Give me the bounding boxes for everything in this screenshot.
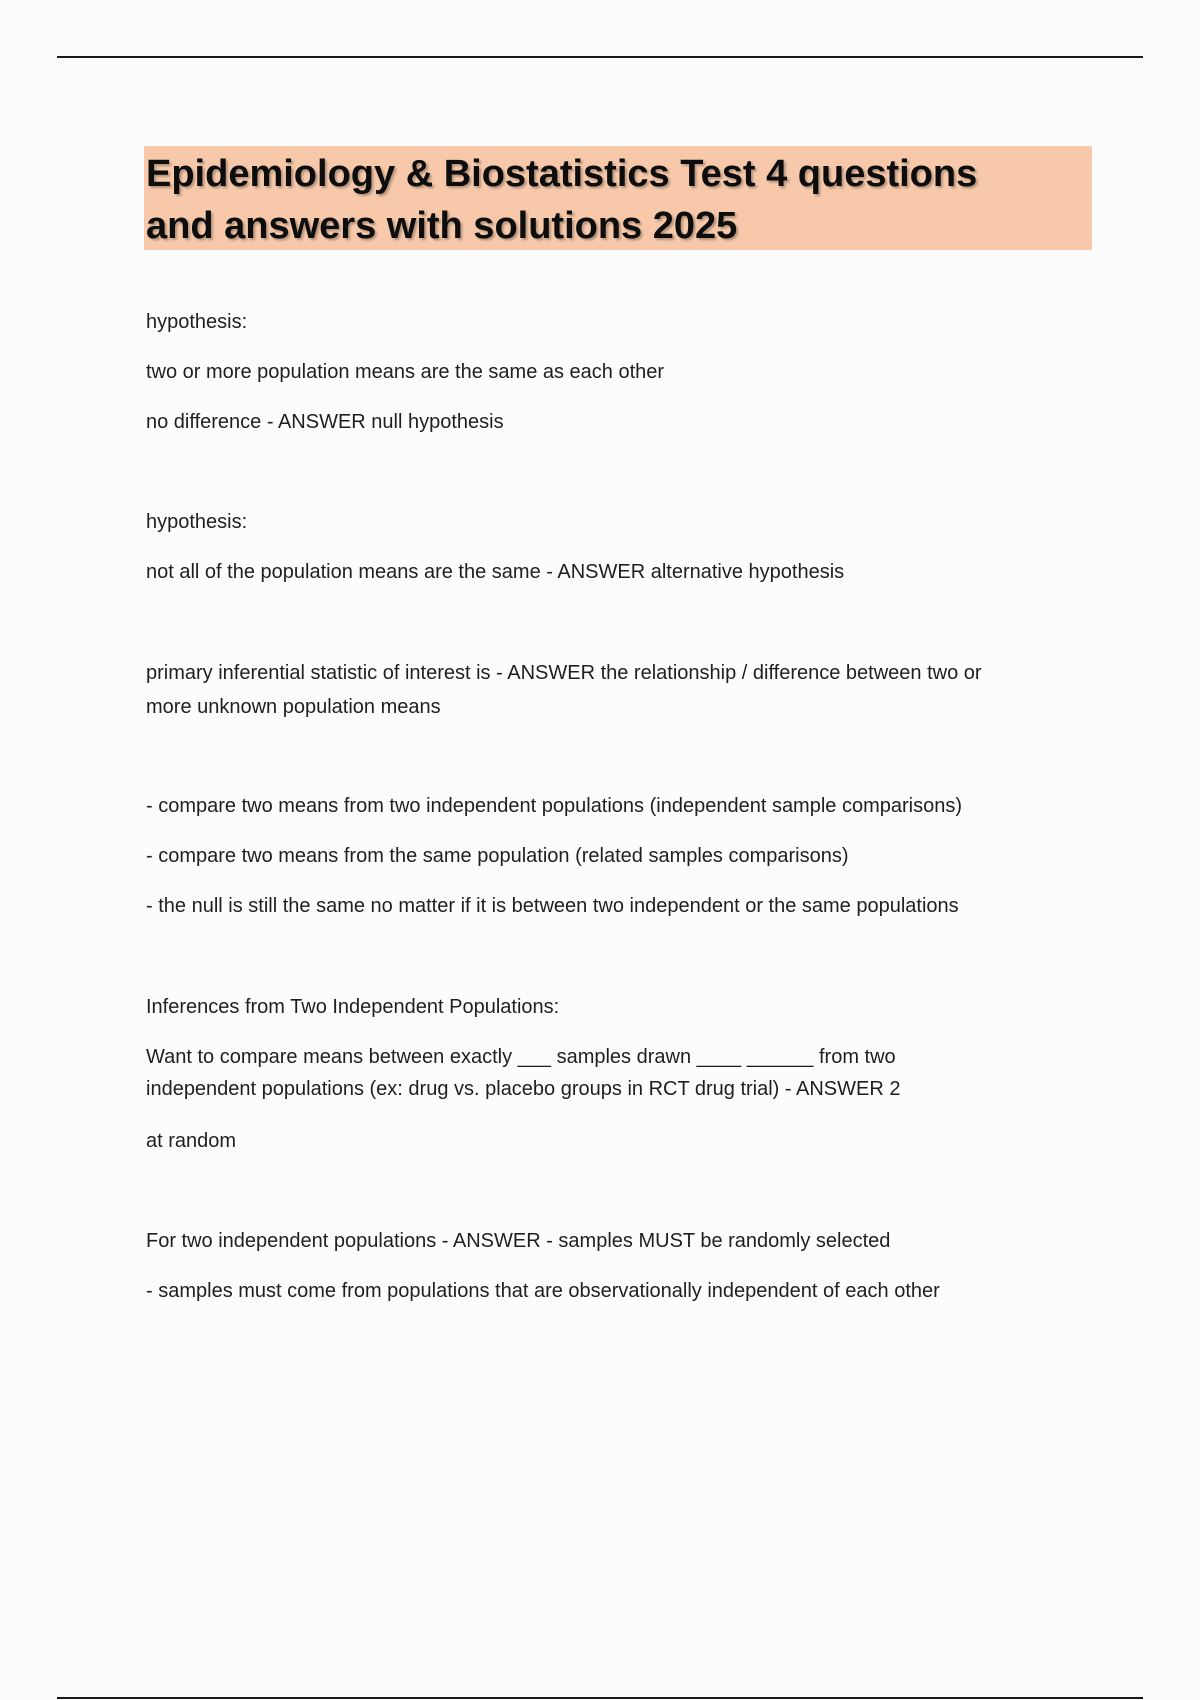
document-title-line-2: and answers with solutions 2025 bbox=[146, 205, 738, 247]
text-line: - compare two means from the same population (related samples comparisons) bbox=[146, 845, 849, 867]
text-line: no difference - ANSWER null hypothesis bbox=[146, 411, 504, 433]
text-line: For two independent populations - ANSWER - samples MUST be randomly selected bbox=[146, 1230, 891, 1252]
page-top-rule bbox=[57, 56, 1143, 58]
text-line: Inferences from Two Independent Populations: bbox=[146, 996, 560, 1018]
text-line: - the null is still the same no matter if it is between two independent or the same populations bbox=[146, 895, 959, 917]
text-line: hypothesis: bbox=[146, 311, 248, 333]
text-line: two or more population means are the same as each other bbox=[146, 361, 665, 383]
document-title-box bbox=[144, 146, 1092, 250]
page-bottom-rule bbox=[57, 1697, 1143, 1699]
text-line: at random bbox=[146, 1130, 237, 1152]
text-line: not all of the population means are the same - ANSWER alternative hypothesis bbox=[146, 561, 845, 583]
text-line: independent populations (ex: drug vs. placebo groups in RCT drug trial) - ANSWER 2 bbox=[146, 1078, 901, 1100]
text-line: - compare two means from two independent populations (independent sample comparisons) bbox=[146, 795, 963, 817]
text-line: Want to compare means between exactly ___ samples drawn ____ ______ from two bbox=[146, 1046, 896, 1068]
text-line: - samples must come from populations that are observationally independent of each other bbox=[146, 1280, 940, 1302]
document-title-line-1: Epidemiology & Biostatistics Test 4 questions bbox=[146, 153, 978, 195]
text-line: primary inferential statistic of interest is - ANSWER the relationship / difference between two or bbox=[146, 662, 982, 684]
text-line: more unknown population means bbox=[146, 696, 441, 718]
text-line: hypothesis: bbox=[146, 511, 248, 533]
